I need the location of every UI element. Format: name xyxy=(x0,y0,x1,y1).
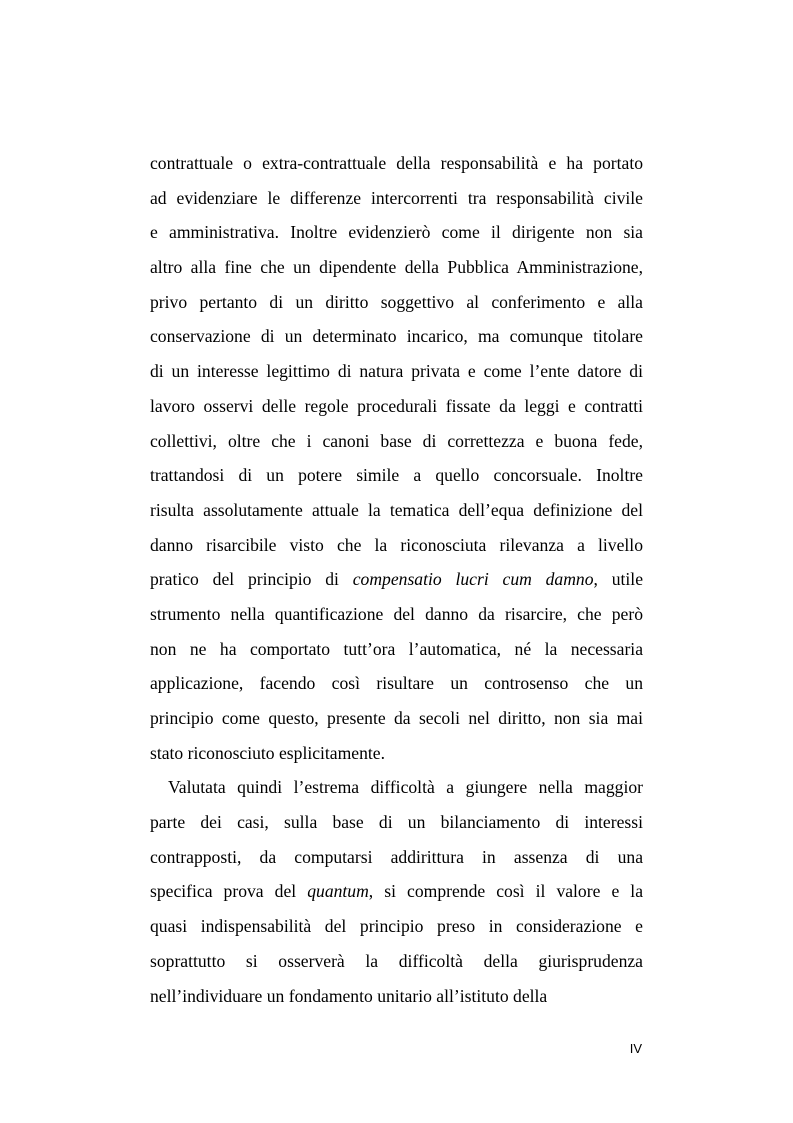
text-run: principio come questo, presente da secoli nel diritto, non sia mai xyxy=(150,708,643,728)
text-run: strumento nella quantificazione del danno da risarcire, che però xyxy=(150,603,643,624)
text-run: soprattutto si osserverà la difficoltà della giurisprudenza xyxy=(150,950,643,971)
text-run: quasi indispensabilità del principio preso in considerazione e xyxy=(150,916,643,937)
text-run: collettivi, oltre che i canoni base di correttezza e buona fede, xyxy=(150,430,643,451)
text-line xyxy=(150,389,643,424)
body-text xyxy=(150,146,643,1013)
text-run: lavoro osservi delle regole procedurali fissate da leggi e contratti xyxy=(150,395,643,416)
text-line xyxy=(150,250,643,285)
text-line xyxy=(150,736,643,771)
text-run: trattandosi di un potere simile a quello concorsuale. Inoltre xyxy=(150,465,643,486)
text-run: altro alla fine che un dipendente della Pubblica Amministrazione, xyxy=(150,257,643,278)
text-run: Valutata quindi l’estrema difficoltà a giungere nella maggior xyxy=(168,777,643,798)
italic-term: compensatio lucri cum damno xyxy=(352,569,594,590)
text-run: specifica prova del xyxy=(150,881,308,902)
text-line xyxy=(150,319,643,354)
text-line xyxy=(150,666,643,701)
text-run: contrattuale o extra-contrattuale della responsabilità e ha portato xyxy=(150,153,643,173)
text-run: stato riconosciuto esplicitamente. xyxy=(150,742,386,763)
text-line xyxy=(150,354,643,389)
text-run: nell’individuare un fondamento unitario all’istituto della xyxy=(150,985,548,1006)
text-run: danno risarcibile visto che la riconosciuta rilevanza a livello xyxy=(150,534,643,555)
text-run: contrapposti, da computarsi addirittura in assenza di una xyxy=(150,846,643,867)
text-line xyxy=(150,458,643,493)
text-run: di un interesse legittimo di natura privata e come l’ente datore di xyxy=(150,361,643,382)
text-line xyxy=(150,285,643,320)
paragraph xyxy=(150,146,643,770)
text-line xyxy=(150,597,643,632)
text-run: , utile xyxy=(593,569,644,590)
text-run: conservazione di un determinato incarico, ma comunque titolare xyxy=(150,326,643,347)
page-number: IV xyxy=(629,1041,642,1056)
text-line xyxy=(150,424,643,459)
text-run: risulta assolutamente attuale la tematica dell’equa definizione del xyxy=(150,499,643,520)
text-run: applicazione, facendo così risultare un controsenso che un xyxy=(150,673,643,694)
text-run: pratico del principio di xyxy=(150,569,353,590)
italic-term: quantum xyxy=(307,881,369,902)
text-line xyxy=(150,805,643,840)
text-line xyxy=(150,909,643,944)
text-run: privo pertanto di un diritto soggettivo al conferimento e alla xyxy=(150,291,643,312)
text-line xyxy=(150,181,643,216)
text-run: parte dei casi, sulla base di un bilanciamento di interessi xyxy=(150,812,643,833)
text-line xyxy=(150,632,643,667)
text-line xyxy=(150,146,643,181)
text-run: ad evidenziare le differenze intercorrenti tra responsabilità civile xyxy=(150,187,643,208)
text-line xyxy=(150,840,643,875)
text-run: e amministrativa. Inoltre evidenzierò come il dirigente non sia xyxy=(150,222,643,243)
text-line xyxy=(150,944,643,979)
text-line xyxy=(150,770,643,805)
paragraph xyxy=(150,770,643,1013)
text-run: , si comprende così il valore e la xyxy=(368,881,643,902)
text-line xyxy=(150,493,643,528)
text-line xyxy=(150,701,643,736)
text-run: non ne ha comportato tutt’ora l’automatica, né la necessaria xyxy=(150,638,643,659)
text-line xyxy=(150,874,643,909)
text-line xyxy=(150,979,643,1014)
text-line xyxy=(150,562,643,597)
text-line xyxy=(150,528,643,563)
text-line xyxy=(150,215,643,250)
